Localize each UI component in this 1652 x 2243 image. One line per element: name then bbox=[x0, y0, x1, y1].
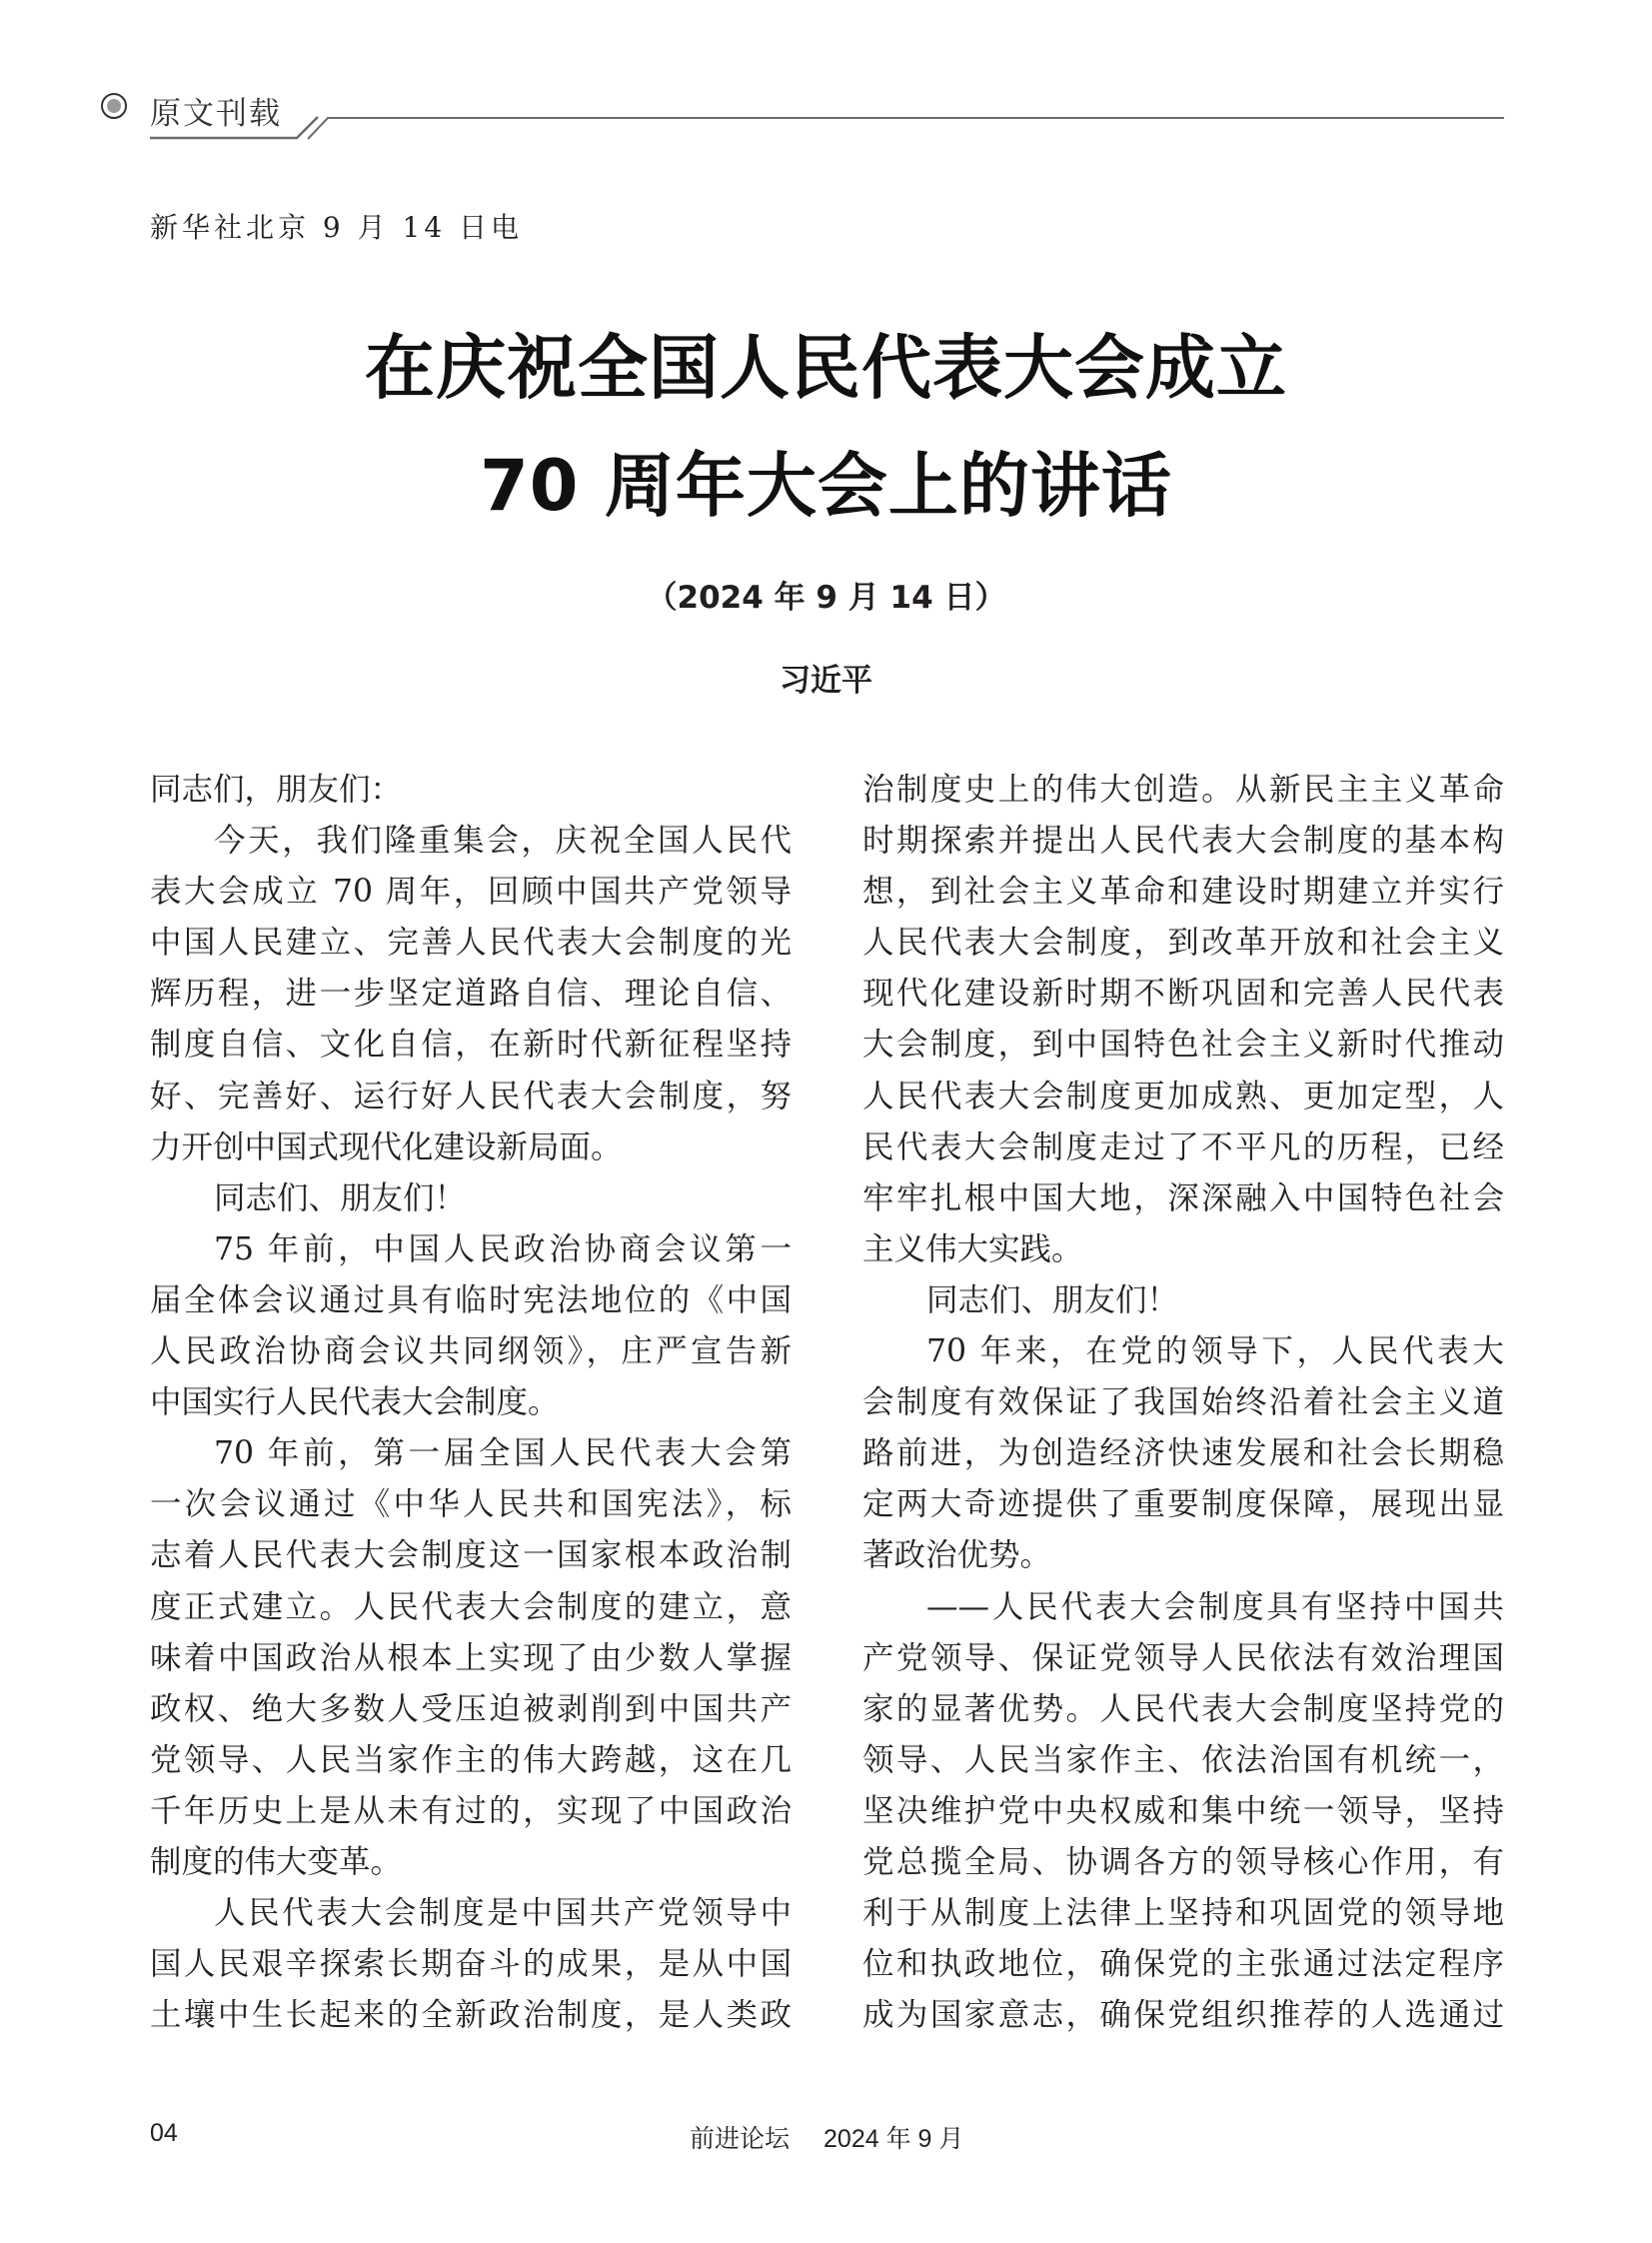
body-text-line: 党领导、人民当家作主的伟大跨越，这在几 bbox=[150, 1741, 792, 1778]
body-text-line: 会制度有效保证了我国始终沿着社会主义道 bbox=[862, 1384, 1504, 1421]
body-text-line: 届全体会议通过具有临时宪法地位的《中国 bbox=[150, 1281, 792, 1318]
body-text-line: 人民代表大会制度是中国共产党领导中 bbox=[214, 1895, 792, 1932]
article-title-line-1: 在庆祝全国人民代表大会成立 bbox=[365, 327, 1287, 409]
body-text-line: 治制度史上的伟大创造。从新民主主义革命 bbox=[862, 772, 1504, 808]
body-text-line: 主义伟大实践。 bbox=[862, 1230, 1083, 1267]
body-text-line: 著政治优势。 bbox=[862, 1537, 1052, 1574]
body-text-line: 政权、绝大多数人受压迫被剥削到中国共产 bbox=[150, 1690, 792, 1727]
speech-date: （2024 年 9 月 14 日） bbox=[646, 580, 1006, 616]
section-header bbox=[0, 0, 1652, 160]
body-text-line: 制度自信、文化自信，在新时代新征程坚持 bbox=[150, 1027, 792, 1064]
header-rule bbox=[0, 0, 1652, 160]
body-text-line: 度正式建立。人民代表大会制度的建立，意 bbox=[150, 1588, 792, 1625]
radio-bullet-icon bbox=[102, 94, 126, 118]
body-text-line: 力开创中国式现代化建设新局面。 bbox=[150, 1128, 623, 1165]
body-text-line: 牢牢扎根中国大地，深深融入中国特色社会 bbox=[862, 1179, 1504, 1216]
body-text-line: 人民政治协商会议共同纲领》，庄严宣告新 bbox=[150, 1333, 792, 1370]
body-text-line: 人民代表大会制度，到改革开放和社会主义 bbox=[862, 925, 1504, 962]
body-text-line: 75 年前，中国人民政治协商会议第一 bbox=[214, 1230, 792, 1267]
body-text-line: 时期探索并提出人民代表大会制度的基本构 bbox=[862, 823, 1504, 860]
body-text-line: 中国实行人民代表大会制度。 bbox=[150, 1384, 560, 1421]
author-name: 习近平 bbox=[780, 663, 872, 699]
body-text-line: 定两大奇迹提供了重要制度保障，展现出显 bbox=[862, 1486, 1504, 1523]
body-text-line: 千年历史上是从未有过的，实现了中国政治 bbox=[150, 1792, 792, 1829]
body-text-line: 志着人民代表大会制度这一国家根本政治制 bbox=[150, 1537, 792, 1574]
body-text-line: ——人民代表大会制度具有坚持中国共 bbox=[926, 1588, 1504, 1625]
body-column-right bbox=[862, 765, 1504, 2041]
article-title-line-2: 70 周年大会上的讲话 bbox=[480, 445, 1172, 527]
header-topline bbox=[308, 118, 1504, 139]
page-number: 04 bbox=[150, 2119, 178, 2147]
body-column-left bbox=[150, 765, 792, 2041]
body-text-line: 同志们、朋友们！ bbox=[214, 1179, 467, 1216]
body-text-line: 70 年前，第一届全国人民代表大会第 bbox=[214, 1435, 792, 1472]
body-text-line: 民代表大会制度走过了不平凡的历程，已经 bbox=[862, 1128, 1504, 1165]
body-text-line: 家的显著优势。人民代表大会制度坚持党的 bbox=[862, 1690, 1504, 1727]
footer-publication bbox=[690, 2119, 963, 2155]
publication-name: 前进论坛 bbox=[690, 2125, 791, 2153]
body-text-line: 人民代表大会制度更加成熟、更加定型，人 bbox=[862, 1078, 1504, 1115]
body-text-line: 制度的伟大变革。 bbox=[150, 1843, 403, 1880]
body-text-line: 现代化建设新时期不断巩固和完善人民代表 bbox=[862, 976, 1504, 1013]
body-text-line: 今天，我们隆重集会，庆祝全国人民代 bbox=[214, 823, 792, 860]
body-text-line: 产党领导、保证党领导人民依法有效治理国 bbox=[862, 1639, 1504, 1676]
body-text-line: 路前进，为创造经济快速发展和社会长期稳 bbox=[862, 1435, 1504, 1472]
body-text-line: 领导、人民当家作主、依法治国有机统一， bbox=[862, 1741, 1504, 1778]
body-text-line: 利于从制度上法律上坚持和巩固党的领导地 bbox=[862, 1895, 1504, 1932]
body-text-line: 70 年来，在党的领导下，人民代表大 bbox=[926, 1333, 1504, 1370]
body-text-line: 成为国家意志，确保党组织推荐的人选通过 bbox=[862, 1997, 1504, 2034]
body-text-line: 位和执政地位，确保党的主张通过法定程序 bbox=[862, 1946, 1504, 1983]
issue-date: 2024 年 9 月 bbox=[824, 2125, 964, 2153]
body-text-line: 想，到社会主义革命和建设时期建立并实行 bbox=[862, 874, 1504, 911]
body-text-line: 辉历程，进一步坚定道路自信、理论自信、 bbox=[150, 976, 792, 1013]
section-label: 原文刊载 bbox=[150, 96, 282, 132]
body-text-line: 土壤中生长起来的全新政治制度，是人类政 bbox=[150, 1997, 792, 2034]
body-text-line: 同志们，朋友们： bbox=[150, 772, 403, 808]
body-text-line: 同志们、朋友们！ bbox=[926, 1281, 1179, 1318]
body-text-line: 表大会成立 70 周年，回顾中国共产党领导 bbox=[150, 874, 792, 911]
body-text-line: 党总揽全局、协调各方的领导核心作用，有 bbox=[862, 1843, 1504, 1880]
body-text-line: 味着中国政治从根本上实现了由少数人掌握 bbox=[150, 1639, 792, 1676]
body-text-line: 国人民艰辛探索长期奋斗的成果，是从中国 bbox=[150, 1946, 792, 1983]
body-text-line: 大会制度，到中国特色社会主义新时代推动 bbox=[862, 1027, 1504, 1064]
body-text-line: 中国人民建立、完善人民代表大会制度的光 bbox=[150, 925, 792, 962]
body-text-line: 坚决维护党中央权威和集中统一领导，坚持 bbox=[862, 1792, 1504, 1829]
body-text-line: 一次会议通过《中华人民共和国宪法》，标 bbox=[150, 1486, 792, 1523]
dateline: 新华社北京 9 月 14 日电 bbox=[150, 211, 524, 244]
body-text-line: 好、完善好、运行好人民代表大会制度，努 bbox=[150, 1078, 792, 1115]
